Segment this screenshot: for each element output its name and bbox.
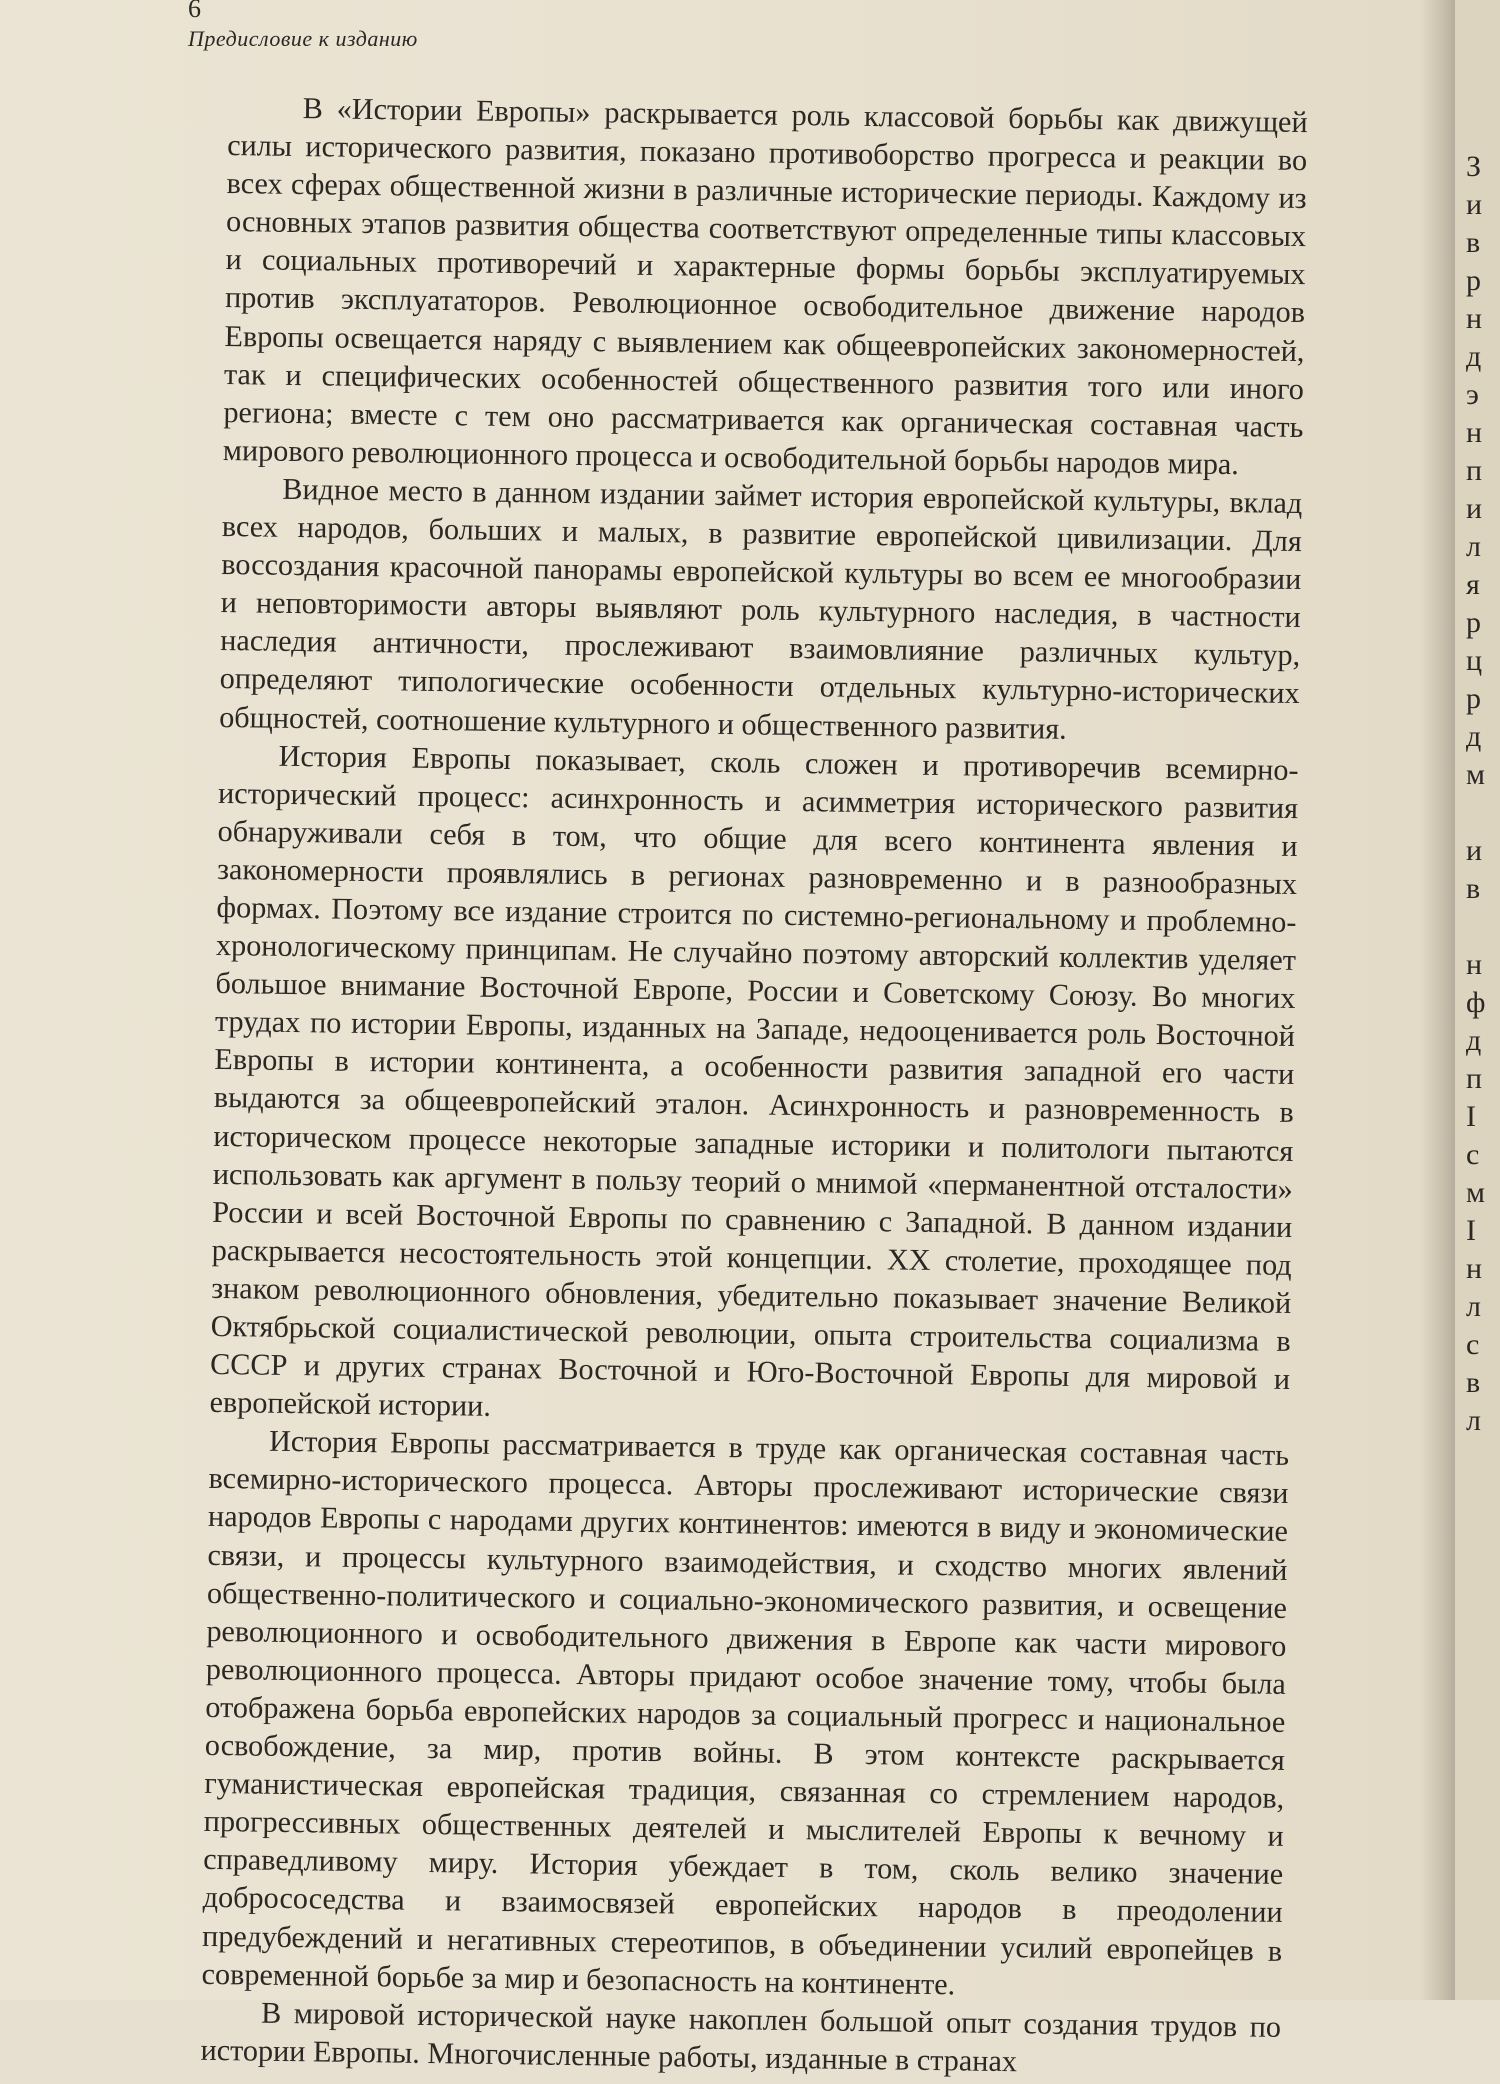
facing-page-glyph: д [1466, 720, 1482, 753]
facing-page-glyph: н [1466, 302, 1483, 335]
paragraph: Видное место в данном издании займет история европейской культуры, вклад всех народов, больших и малых, в развитие европейской цивилизации. Для воссоздания красочной панорамы европейской культуры во всем ее многообразии и неповторимости авторы выявляют роль культурного наследия, в частности наследия античности, прослеживают взаимовлияние различных культур, определяют типологические особенности отдельных культурно-исторических общностей, соотношение культурного и общественного развития. [218, 471, 1303, 746]
body-text [200, 88, 1308, 2084]
facing-page-glyph: р [1466, 682, 1481, 715]
facing-page-glyph: д [1466, 1024, 1482, 1057]
paragraph: В мировой исторической науке накоплен большой опыт создания трудов по истории Европы. Многочисленные работы, изданные в странах [200, 1995, 1282, 2078]
facing-page-glyph [1466, 794, 1485, 832]
facing-page-glyph: л [1466, 1290, 1481, 1323]
facing-page-glyph: и [1466, 492, 1483, 525]
facing-page-glyph: я [1466, 568, 1480, 601]
facing-page-glyph: с [1466, 1138, 1480, 1171]
facing-page-glyph: I [1466, 1100, 1476, 1133]
facing-page-glyph: д [1466, 340, 1482, 373]
facing-page-glyph: п [1466, 1062, 1483, 1095]
paragraph: В «Истории Европы» раскрывается роль классовой борьбы как движущей силы исторического развития, показано противоборство прогресса и реакции во всех сферах общественной жизни в различные исторические периоды. Каждому из основных этапов развития общества соответствуют определенные типы классовых и социальных противоречий и характерные формы борьбы эксплуатируемых против эксплуататоров. Революционное освободительное движение народов Европы освещается наряду с выявлением как общеевропейских закономерностей, так и специфических особенностей общественного развития того или иного региона; вместе с тем оно рассматривается как органическая составная часть мирового революционного процесса и освободительной борьбы народов мира. [222, 91, 1308, 481]
running-head: Предисловие к изданию [188, 26, 418, 51]
facing-page-glyph: З [1466, 150, 1482, 183]
facing-page-glyph: и [1466, 188, 1483, 221]
facing-page-glyph: н [1466, 1252, 1483, 1285]
facing-page-glyph: в [1466, 1366, 1481, 1399]
facing-page-glyph: ф [1466, 986, 1486, 1019]
facing-page-glyph: в [1466, 226, 1481, 259]
facing-page-glyph: л [1466, 1404, 1481, 1437]
facing-page-glyph: р [1466, 264, 1481, 297]
facing-page-glyph: р [1466, 606, 1481, 639]
facing-page-glyph: м [1466, 758, 1485, 791]
facing-page-glyph: в [1466, 872, 1481, 905]
facing-page-glyph: н [1466, 948, 1483, 981]
facing-page-glyph: ц [1466, 644, 1483, 677]
facing-page-glyph: э [1466, 378, 1479, 411]
facing-page-glyph [1466, 908, 1485, 946]
facing-page-text-fragments [1466, 148, 1485, 1440]
page-number: 6 [188, 0, 201, 23]
facing-page-glyph: и [1466, 834, 1483, 867]
facing-page-glyph: I [1466, 1214, 1476, 1247]
paragraph: История Европы показывает, сколь сложен и противоречив всемирно-исторический процесс: асинхронность и асимметрия исторического развития обнаруживали себя в том, что общие для всего континента явления и закономерности проявлялись в регионах разновременно и в разнообразных формах. Поэтому все издание строится по системно-региональному и проблемно-хронологическому принципам. Не случайно поэтому авторский коллектив уделяет большое внимание Восточной Европе, России и Советскому Союзу. Во многих трудах по истории Европы, изданных на Западе, недооценивается роль Восточной Европы в истории континента, а особенности развития западной его части выдаются за общеевропейский эталон. Асинхронность и разновременность в историческом процессе некоторые западные историки и политологи пытаются использовать как аргумент в пользу теорий о мнимой «перманентной отсталости» России и всей Восточной Европы по сравнению с Западной. В данном издании раскрывается несостоятельность этой концепции. XX столетие, проходящее под знаком революционного обновления, убедительно показывает значение Великой Октябрьской социалистической революции, опыта строительства социализма в СССР и других странах Восточной и Юго-Восточной Европы для мировой и европейской истории. [209, 738, 1299, 1423]
gutter-shadow [1420, 0, 1460, 2000]
facing-page-glyph: с [1466, 1328, 1480, 1361]
facing-page-glyph: н [1466, 416, 1483, 449]
facing-page-glyph: л [1466, 530, 1481, 563]
facing-page-glyph: м [1466, 1176, 1485, 1209]
paragraph: История Европы рассматривается в труде как органическая составная часть всемирно-исторического процесса. Авторы прослеживают исторические связи народов Европы с народами других континентов: имеются в виду и экономические связи, и процессы культурного взаимодействия, и сходство многих явлений общественно-политического и социально-экономического развития, и освещение революционного и освободительного движения в Европе как части мирового революционного процесса. Авторы придают особое значение тому, чтобы была отображена борьба европейских народов за социальный прогресс и национальное освобождение, за мир, против войны. В этом контексте раскрывается гуманистическая европейская традиция, связанная со стремлением народов, прогрессивных общественных деятелей и мыслителей Европы к вечному и справедливому миру. История убеждает в том, сколь велико значение добрососедства и взаимосвязей европейских народов в преодолении предубеждений и негативных стереотипов, в объединении усилий европейцев в современной борьбе за мир и безопасность на континенте. [201, 1423, 1290, 2001]
facing-page-glyph: п [1466, 454, 1483, 487]
